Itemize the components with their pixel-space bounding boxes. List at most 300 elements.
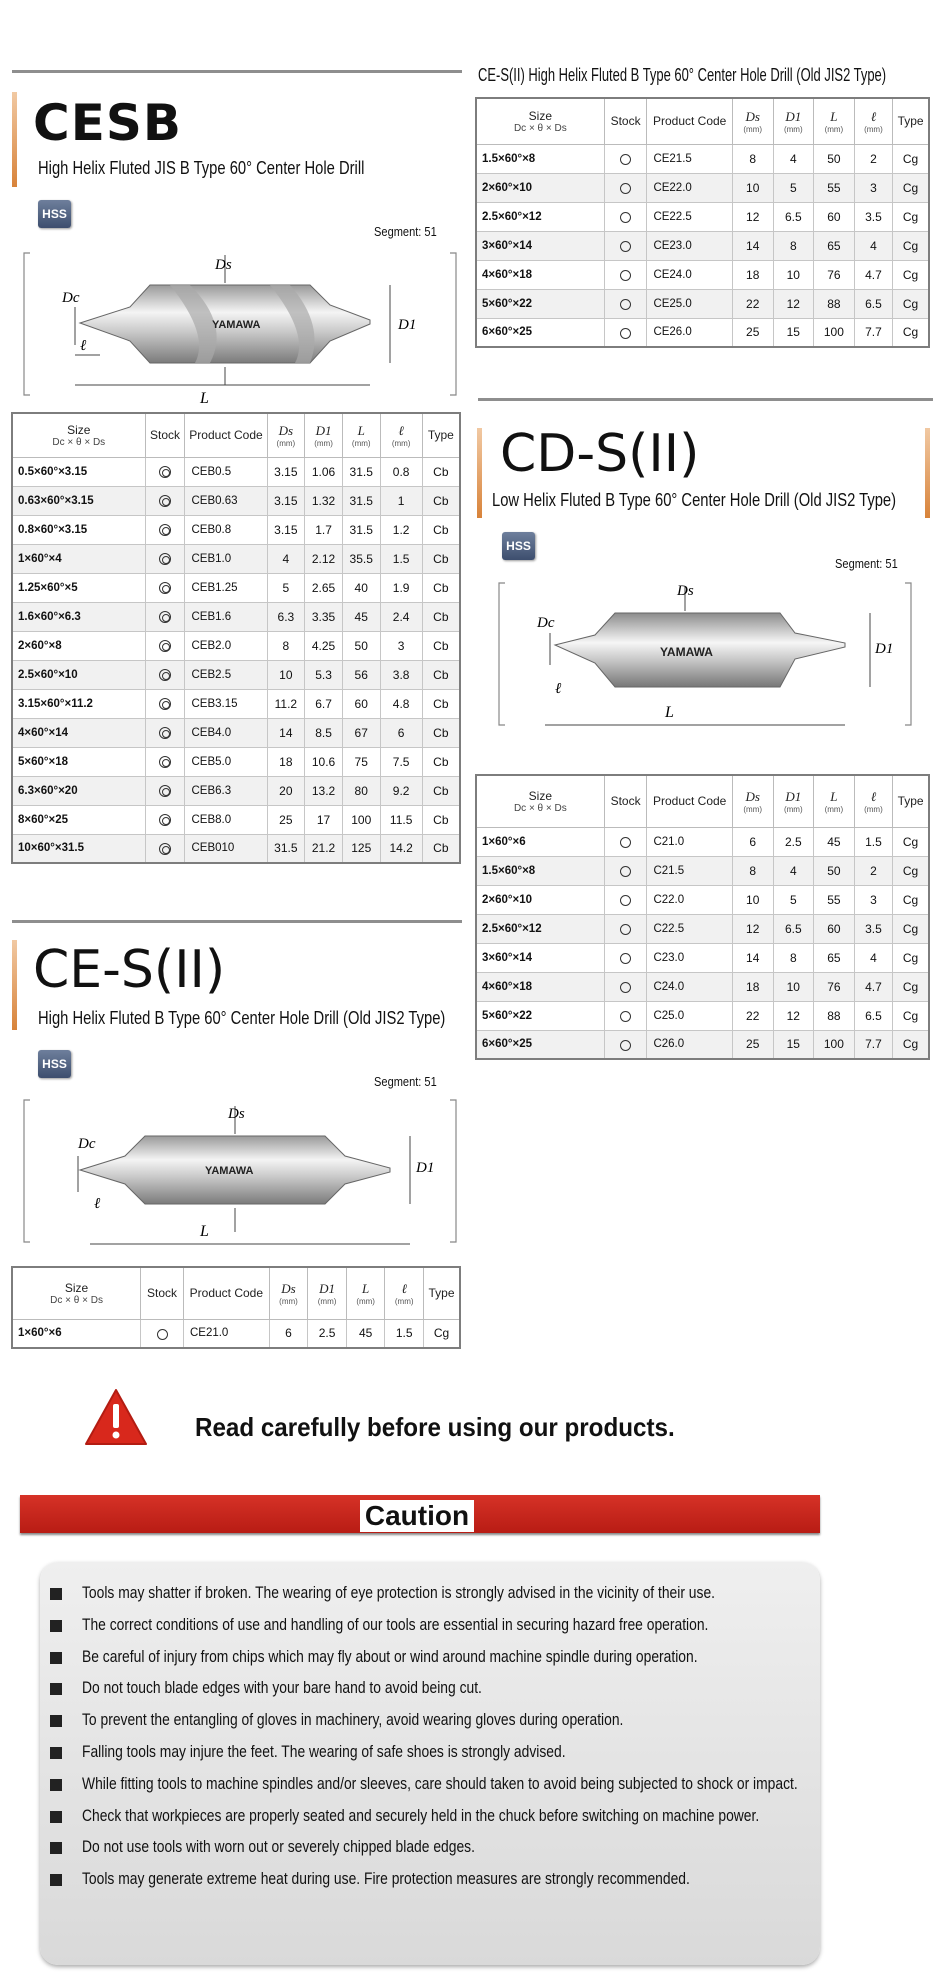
l-cell: 55 <box>814 173 855 202</box>
size-cell: 6.3×60°×20 <box>12 776 145 805</box>
segment-label: Segment: 51 <box>835 556 898 571</box>
table-row <box>476 202 929 231</box>
cds-title: CD-S(II) <box>500 424 700 484</box>
ds-label: Ds <box>215 257 232 273</box>
ell-cell: 1.2 <box>380 515 422 544</box>
stock-circle-icon <box>620 212 631 223</box>
l-cell: 35.5 <box>342 544 380 573</box>
ds-cell: 8 <box>732 856 773 885</box>
l-cell: 67 <box>342 718 380 747</box>
d1-cell: 15 <box>773 318 814 347</box>
ds-cell: 6 <box>732 827 773 856</box>
size-cell: 5×60°×18 <box>12 747 145 776</box>
table-row <box>12 776 460 805</box>
d1-cell: 2.5 <box>773 827 814 856</box>
table-row <box>12 515 460 544</box>
col-d1: D1 (mm) <box>305 413 343 457</box>
d1-cell: 6.5 <box>773 202 814 231</box>
ds-cell: 18 <box>267 747 305 776</box>
caution-item: Check that workpieces are properly seated and securely held in the chuck before switching on machine power. <box>40 1801 820 1833</box>
stock-circle-icon <box>159 582 171 594</box>
l-cell: 65 <box>814 943 855 972</box>
d1-cell: 4.25 <box>305 631 343 660</box>
section-divider <box>12 920 462 923</box>
size-cell: 0.8×60°×3.15 <box>12 515 145 544</box>
ds-cell: 31.5 <box>267 834 305 863</box>
table-row <box>12 602 460 631</box>
table-row <box>12 1319 460 1348</box>
l-cell: 50 <box>814 856 855 885</box>
product-code-cell: CEB2.0 <box>185 631 267 660</box>
table-row <box>476 1001 929 1030</box>
stock-cell <box>604 260 647 289</box>
size-cell: 5×60°×22 <box>476 1001 604 1030</box>
table-row <box>12 718 460 747</box>
ds-cell: 10 <box>732 885 773 914</box>
ell-cell: 7.7 <box>854 1030 892 1059</box>
d1-cell: 10 <box>773 260 814 289</box>
table-row <box>12 573 460 602</box>
ds-cell: 11.2 <box>267 689 305 718</box>
product-code-cell: CEB2.5 <box>185 660 267 689</box>
ds-cell: 10 <box>732 173 773 202</box>
ds-cell: 5 <box>267 573 305 602</box>
table-row <box>12 660 460 689</box>
product-code-cell: CE21.5 <box>647 144 732 173</box>
ell-cell: 1.5 <box>854 827 892 856</box>
table-row <box>476 972 929 1001</box>
stock-cell <box>145 689 185 718</box>
caution-item: Do not use tools with worn out or severely chipped blade edges. <box>40 1832 820 1864</box>
stock-cell <box>604 173 647 202</box>
stock-circle-icon <box>620 299 631 310</box>
product-code-cell: C23.0 <box>647 943 732 972</box>
product-code-cell: CEB8.0 <box>185 805 267 834</box>
stock-circle-icon <box>620 982 631 993</box>
l-cell: 75 <box>342 747 380 776</box>
l-cell: 76 <box>814 260 855 289</box>
ell-cell: 4.7 <box>854 260 892 289</box>
stock-cell <box>145 544 185 573</box>
product-code-cell: CE24.0 <box>647 260 732 289</box>
stock-cell <box>604 318 647 347</box>
l-cell: 31.5 <box>342 457 380 486</box>
product-code-cell: CEB1.25 <box>185 573 267 602</box>
ell-cell: 6.5 <box>854 1001 892 1030</box>
l-label: L <box>200 390 209 407</box>
size-cell: 1.6×60°×6.3 <box>12 602 145 631</box>
type-cell: Cb <box>422 747 460 776</box>
type-cell: Cb <box>422 602 460 631</box>
size-cell: 2×60°×10 <box>476 173 604 202</box>
stock-cell <box>145 457 185 486</box>
ds-cell: 6.3 <box>267 602 305 631</box>
svg-text:YAMAWA: YAMAWA <box>205 1165 254 1177</box>
title-accent <box>477 428 482 518</box>
stock-cell <box>145 805 185 834</box>
stock-cell <box>145 834 185 863</box>
l-cell: 88 <box>814 289 855 318</box>
svg-text:Ds: Ds <box>677 583 694 599</box>
type-cell: Cg <box>893 1001 929 1030</box>
table-row <box>12 805 460 834</box>
d1-cell: 4 <box>773 144 814 173</box>
hss-badge: HSS <box>502 532 535 560</box>
d1-cell: 8 <box>773 231 814 260</box>
caution-item: While fitting tools to machine spindles and/or sleeves, care should taken to avoid being subjected to shock or impact. <box>40 1769 820 1801</box>
stock-circle-icon <box>620 328 631 339</box>
cesb-drill-diagram <box>20 245 460 410</box>
ds-cell: 25 <box>732 1030 773 1059</box>
d1-cell: 1.32 <box>305 486 343 515</box>
dc-label: Dc <box>62 290 80 306</box>
type-cell: Cg <box>893 943 929 972</box>
d1-cell: 21.2 <box>305 834 343 863</box>
svg-text:Dc: Dc <box>78 1136 96 1152</box>
size-cell: 1.25×60°×5 <box>12 573 145 602</box>
col-product-code: Product Code <box>185 413 267 457</box>
type-cell: Cg <box>893 318 929 347</box>
product-code-cell: CEB5.0 <box>185 747 267 776</box>
d1-cell: 4 <box>773 856 814 885</box>
type-cell: Cb <box>422 805 460 834</box>
product-code-cell: CE21.0 <box>183 1319 269 1348</box>
ds-cell: 4 <box>267 544 305 573</box>
ds-cell: 20 <box>267 776 305 805</box>
table-row <box>12 834 460 863</box>
product-code-cell: CEB010 <box>185 834 267 863</box>
ds-cell: 12 <box>732 914 773 943</box>
ces-top-spec-table: Size Dc × θ × Ds Stock Product Code Ds (mm) D1 (mm) L (mm) ℓ (mm) Type 1.5×60°×8 CE21.5 8 4 50 2 Cg 2×60°×10 CE22.0 10 5 55 3 Cg 2.5×60°×12 CE22.5 12 6.5 60 3.5 Cg 3×60°×14 CE23.0 14 8 65 4 Cg 4×60°×18 CE24.0 18 10 76 4.7 Cg 5×60°×22 CE25.0 22 12 88 6.5 Cg 6×60°×25 CE26.0 25 15 100 7.7 Cg <box>475 97 930 348</box>
ell-cell: 11.5 <box>380 805 422 834</box>
stock-circle-icon <box>620 837 631 848</box>
caution-label: Caution <box>360 1500 474 1532</box>
ds-cell: 8 <box>267 631 305 660</box>
size-cell: 0.63×60°×3.15 <box>12 486 145 515</box>
l-cell: 60 <box>814 914 855 943</box>
ell-cell: 4.7 <box>854 972 892 1001</box>
product-code-cell: CEB3.15 <box>185 689 267 718</box>
section-divider <box>12 70 462 73</box>
product-code-cell: CE23.0 <box>647 231 732 260</box>
brand-label: YAMAWA <box>212 319 261 331</box>
size-cell: 3×60°×14 <box>476 943 604 972</box>
size-cell: 6×60°×25 <box>476 318 604 347</box>
cds-drill-diagram <box>495 575 915 735</box>
size-cell: 3.15×60°×11.2 <box>12 689 145 718</box>
ces-subtitle: High Helix Fluted B Type 60° Center Hole Drill (Old JIS2 Type) <box>38 1008 446 1028</box>
cds-subtitle: Low Helix Fluted B Type 60° Center Hole Drill (Old JIS2 Type) <box>492 490 897 510</box>
ell-cell: 0.8 <box>380 457 422 486</box>
l-cell: 45 <box>346 1319 385 1348</box>
d1-cell: 6.5 <box>773 914 814 943</box>
title-accent <box>12 940 17 1030</box>
stock-circle-icon <box>620 183 631 194</box>
warning-icon <box>84 1388 148 1446</box>
ell-cell: 1.9 <box>380 573 422 602</box>
ell-cell: 3 <box>854 885 892 914</box>
col-type: Type <box>422 413 460 457</box>
cds-spec-table: Size Dc × θ × Ds Stock Product Code Ds (mm) D1 (mm) L (mm) ℓ (mm) Type 1×60°×6 C21.0 6 2.5 45 1.5 Cg 1.5×60°×8 C21.5 8 4 50 2 Cg 2×60°×10 C22.0 10 5 55 3 Cg 2.5×60°×12 C22.5 12 6.5 60 3.5 Cg 3×60°×14 C23.0 14 8 65 4 Cg 4×60°×18 C24.0 18 10 76 4.7 Cg 5×60°×22 C25.0 22 12 88 6.5 Cg 6×60°×25 C26.0 25 15 100 7.7 Cg <box>475 774 930 1060</box>
table-row <box>12 544 460 573</box>
size-cell: 5×60°×22 <box>476 289 604 318</box>
d1-cell: 3.35 <box>305 602 343 631</box>
type-cell: Cb <box>422 515 460 544</box>
ds-cell: 12 <box>732 202 773 231</box>
table-row <box>476 144 929 173</box>
ell-cell: 3.5 <box>854 202 892 231</box>
cesb-subtitle: High Helix Fluted JIS B Type 60° Center Hole Drill <box>38 158 365 178</box>
table-row <box>476 289 929 318</box>
table-row <box>476 885 929 914</box>
type-cell: Cg <box>893 1030 929 1059</box>
size-cell: 4×60°×18 <box>476 260 604 289</box>
type-cell: Cb <box>422 457 460 486</box>
l-cell: 55 <box>814 885 855 914</box>
size-cell: 2.5×60°×12 <box>476 202 604 231</box>
svg-text:ℓ: ℓ <box>94 1196 101 1212</box>
d1-cell: 10 <box>773 972 814 1001</box>
stock-circle-icon <box>620 953 631 964</box>
size-cell: 1×60°×4 <box>12 544 145 573</box>
stock-circle-icon <box>159 640 171 652</box>
l-cell: 76 <box>814 972 855 1001</box>
l-cell: 50 <box>342 631 380 660</box>
l-cell: 100 <box>814 318 855 347</box>
product-code-cell: CEB6.3 <box>185 776 267 805</box>
l-cell: 125 <box>342 834 380 863</box>
size-cell: 10×60°×31.5 <box>12 834 145 863</box>
d1-cell: 5.3 <box>305 660 343 689</box>
d1-cell: 12 <box>773 289 814 318</box>
ds-cell: 18 <box>732 972 773 1001</box>
l-cell: 100 <box>814 1030 855 1059</box>
stock-circle-icon <box>159 495 171 507</box>
stock-circle-icon <box>159 611 171 623</box>
cesb-spec-table <box>11 412 461 864</box>
stock-circle-icon <box>159 524 171 536</box>
d1-cell: 1.06 <box>305 457 343 486</box>
l-cell: 88 <box>814 1001 855 1030</box>
ces-top-title: CE-S(II) High Helix Fluted B Type 60° Center Hole Drill (Old JIS2 Type) <box>478 65 887 85</box>
stock-circle-icon <box>620 270 631 281</box>
ell-cell: 3 <box>380 631 422 660</box>
type-cell: Cb <box>422 689 460 718</box>
caution-item: To prevent the entangling of gloves in machinery, avoid wearing gloves during operation. <box>40 1705 820 1737</box>
title-accent <box>925 428 930 518</box>
table-row <box>476 173 929 202</box>
d1-cell: 17 <box>305 805 343 834</box>
warning-text: Read carefully before using our products. <box>195 1412 675 1442</box>
type-cell: Cb <box>422 544 460 573</box>
size-cell: 2.5×60°×10 <box>12 660 145 689</box>
stock-circle-icon <box>157 1329 168 1340</box>
ds-cell: 25 <box>267 805 305 834</box>
table-row <box>476 260 929 289</box>
stock-circle-icon <box>620 895 631 906</box>
svg-text:L: L <box>665 704 674 721</box>
ds-cell: 14 <box>732 943 773 972</box>
hss-badge: HSS <box>38 1050 71 1078</box>
size-cell: 4×60°×14 <box>12 718 145 747</box>
ell-cell: 4.8 <box>380 689 422 718</box>
ces-drill-diagram <box>20 1092 460 1252</box>
d1-cell: 5 <box>773 173 814 202</box>
ces-title: CE-S(II) <box>33 940 226 1000</box>
table-row <box>12 747 460 776</box>
svg-text:L: L <box>200 1223 209 1240</box>
type-cell: Cb <box>422 631 460 660</box>
size-cell: 1×60°×6 <box>12 1319 141 1348</box>
stock-cell <box>145 776 185 805</box>
product-code-cell: C21.0 <box>647 827 732 856</box>
ell-cell: 2 <box>854 144 892 173</box>
product-code-cell: C21.5 <box>647 856 732 885</box>
l-cell: 50 <box>814 144 855 173</box>
table-row <box>476 1030 929 1059</box>
d1-cell: 13.2 <box>305 776 343 805</box>
stock-circle-icon <box>620 1011 631 1022</box>
caution-item: Tools may shatter if broken. The wearing of eye protection is strongly advised in the vicinity of their use. <box>40 1578 820 1610</box>
ds-cell: 18 <box>732 260 773 289</box>
ell-cell: 4 <box>854 231 892 260</box>
ell-cell: 1 <box>380 486 422 515</box>
ds-cell: 22 <box>732 289 773 318</box>
stock-circle-icon <box>159 553 171 565</box>
stock-cell <box>145 573 185 602</box>
d1-cell: 2.5 <box>308 1319 347 1348</box>
size-cell: 8×60°×25 <box>12 805 145 834</box>
ell-cell: 3.8 <box>380 660 422 689</box>
stock-cell <box>604 1030 647 1059</box>
size-cell: 6×60°×25 <box>476 1030 604 1059</box>
l-cell: 100 <box>342 805 380 834</box>
stock-circle-icon <box>159 727 171 739</box>
type-cell: Cb <box>422 573 460 602</box>
product-code-cell: CEB1.6 <box>185 602 267 631</box>
table-row <box>476 231 929 260</box>
stock-cell <box>604 231 647 260</box>
col-ds: Ds (mm) <box>267 413 305 457</box>
stock-cell <box>604 144 647 173</box>
l-cell: 56 <box>342 660 380 689</box>
size-cell: 2.5×60°×12 <box>476 914 604 943</box>
stock-circle-icon <box>620 154 631 165</box>
l-cell: 31.5 <box>342 515 380 544</box>
type-cell: Cb <box>422 486 460 515</box>
stock-circle-icon <box>620 1040 631 1051</box>
svg-text:Ds: Ds <box>228 1106 245 1122</box>
ell-cell: 4 <box>854 943 892 972</box>
l-cell: 60 <box>814 202 855 231</box>
size-cell: 2×60°×10 <box>476 885 604 914</box>
svg-text:D1: D1 <box>875 641 894 657</box>
size-cell: 3×60°×14 <box>476 231 604 260</box>
size-cell: 1×60°×6 <box>476 827 604 856</box>
l-cell: 45 <box>814 827 855 856</box>
product-code-cell: CEB0.5 <box>185 457 267 486</box>
stock-cell <box>604 289 647 318</box>
caution-item: Do not touch blade edges with your bare hand to avoid being cut. <box>40 1673 820 1705</box>
d1-cell: 2.12 <box>305 544 343 573</box>
stock-circle-icon <box>620 866 631 877</box>
size-cell: 1.5×60°×8 <box>476 144 604 173</box>
size-cell: 1.5×60°×8 <box>476 856 604 885</box>
l-cell: 80 <box>342 776 380 805</box>
d1-cell: 10.6 <box>305 747 343 776</box>
type-cell: Cb <box>422 776 460 805</box>
ds-cell: 6 <box>269 1319 308 1348</box>
product-code-cell: C22.0 <box>647 885 732 914</box>
ell-cell: 9.2 <box>380 776 422 805</box>
type-cell: Cg <box>893 885 929 914</box>
d1-cell: 6.7 <box>305 689 343 718</box>
d1-label: D1 <box>398 317 417 333</box>
l-cell: 65 <box>814 231 855 260</box>
ell-cell: 7.7 <box>854 318 892 347</box>
l-cell: 31.5 <box>342 486 380 515</box>
ell-cell: 6 <box>380 718 422 747</box>
col-stock: Stock <box>145 413 185 457</box>
ell-cell: 2.4 <box>380 602 422 631</box>
ds-cell: 22 <box>732 1001 773 1030</box>
d1-cell: 8 <box>773 943 814 972</box>
ell-cell: 3.5 <box>854 914 892 943</box>
ell-cell: 2 <box>854 856 892 885</box>
stock-cell <box>145 747 185 776</box>
stock-cell <box>145 486 185 515</box>
table-row <box>476 318 929 347</box>
ds-cell: 3.15 <box>267 486 305 515</box>
stock-cell <box>145 602 185 631</box>
table-row <box>12 486 460 515</box>
stock-cell <box>145 515 185 544</box>
type-cell: Cg <box>893 231 929 260</box>
ds-cell: 8 <box>732 144 773 173</box>
stock-cell <box>141 1319 184 1348</box>
l-cell: 40 <box>342 573 380 602</box>
stock-circle-icon <box>159 843 171 855</box>
type-cell: Cg <box>893 827 929 856</box>
ell-label: ℓ <box>80 338 87 354</box>
caution-list <box>40 1578 820 1896</box>
stock-cell <box>604 856 647 885</box>
type-cell: Cg <box>893 289 929 318</box>
d1-cell: 1.7 <box>305 515 343 544</box>
stock-cell <box>604 1001 647 1030</box>
type-cell: Cb <box>422 660 460 689</box>
ds-cell: 14 <box>732 231 773 260</box>
segment-label: Segment: 51 <box>374 224 437 239</box>
stock-circle-icon <box>620 241 631 252</box>
stock-cell <box>604 202 647 231</box>
d1-cell: 5 <box>773 885 814 914</box>
size-cell: 2×60°×8 <box>12 631 145 660</box>
table-row <box>12 631 460 660</box>
type-cell: Cg <box>893 144 929 173</box>
type-cell: Cg <box>893 856 929 885</box>
ell-cell: 1.5 <box>380 544 422 573</box>
ell-cell: 6.5 <box>854 289 892 318</box>
stock-circle-icon <box>159 756 171 768</box>
product-code-cell: C24.0 <box>647 972 732 1001</box>
d1-cell: 15 <box>773 1030 814 1059</box>
size-cell: 4×60°×18 <box>476 972 604 1001</box>
product-code-cell: CE22.0 <box>647 173 732 202</box>
stock-circle-icon <box>159 785 171 797</box>
l-cell: 60 <box>342 689 380 718</box>
product-code-cell: CE25.0 <box>647 289 732 318</box>
